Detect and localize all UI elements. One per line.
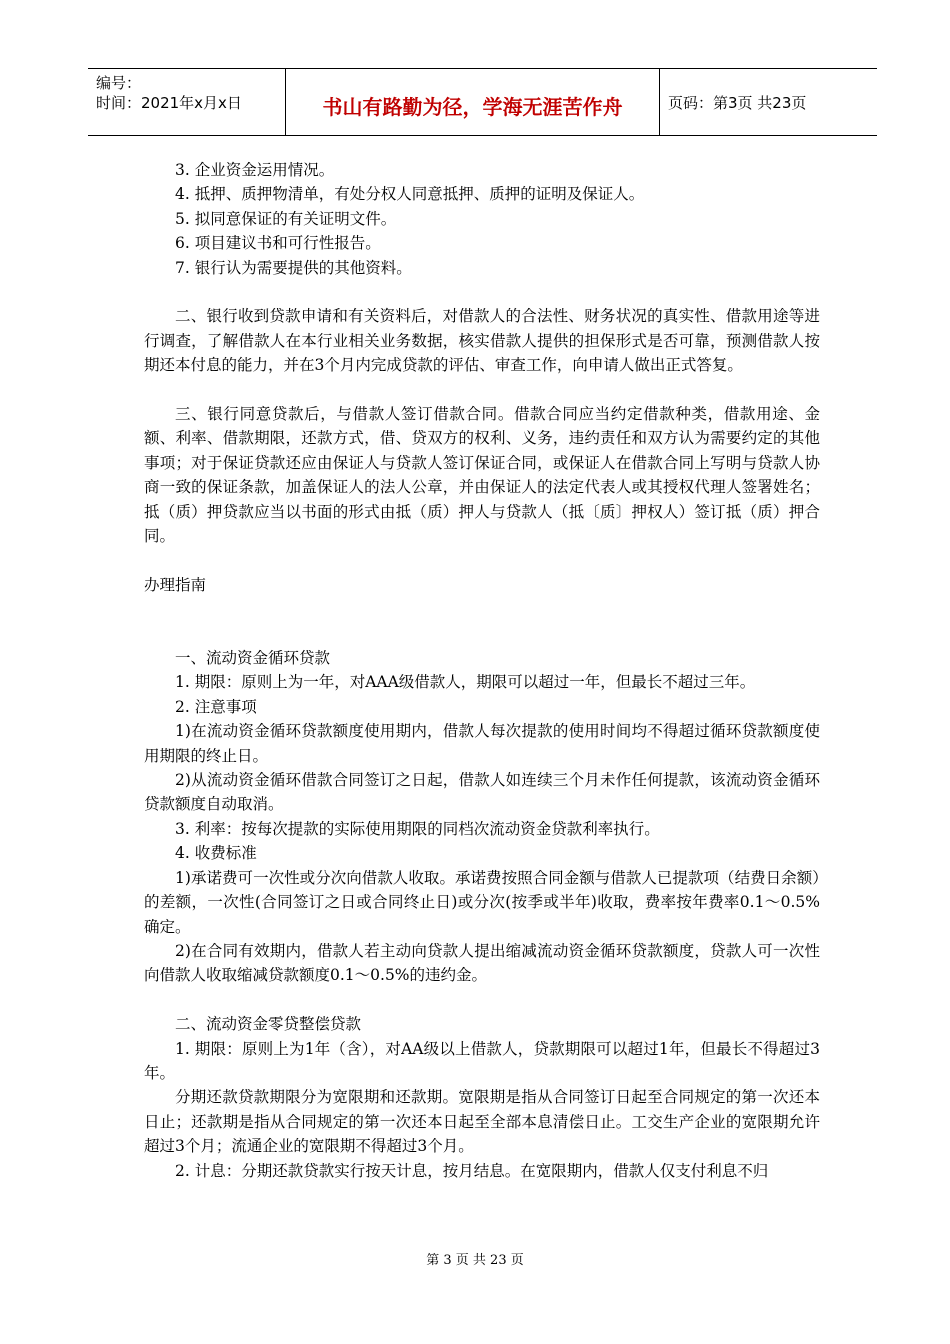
body-paragraph: 2. 计息：分期还款贷款实行按天计息，按月结息。在宽限期内，借款人仅支付利息不归 <box>175 1161 769 1180</box>
body-paragraph: 2)在合同有效期内，借款人若主动向贷款人提出缩减流动资金循环贷款额度，贷款人可一次性向借款人收取缩减贷款额度0.1～0.5%的违约金。 <box>144 941 820 985</box>
body-paragraph: 1)承诺费可一次性或分次向借款人收取。承诺费按照合同金额与借款人已提款项（结费日余额）的差额，一次性(合同签订之日或合同终止日)或分次(按季或半年)收取，费率按年费率0.1～0.5%确定。 <box>144 868 820 936</box>
document-body <box>144 158 820 1183</box>
section-heading: 办理指南 <box>144 575 207 594</box>
paragraph-gap <box>144 622 820 646</box>
body-paragraph: 2. 注意事项 <box>175 697 257 716</box>
page-code: 页码：第3页 共23页 <box>668 94 807 112</box>
paragraph-gap <box>144 548 820 572</box>
page-footer: 第 3 页 共 23 页 <box>426 1253 524 1268</box>
body-paragraph: 分期还款贷款期限分为宽限期和还款期。宽限期是指从合同签订日起至合同规定的第一次还本日止；还款期是指从合同规定的第一次还本日起至全部本息清偿日止。工交生产企业的宽限期允许超过3个月；流通企业的宽限期不得超过3个月。 <box>144 1088 820 1156</box>
body-paragraph: 3. 利率：按每次提款的实际使用期限的同档次流动资金贷款利率执行。 <box>175 819 660 838</box>
body-paragraph: 1. 期限：原则上为一年，对AAA级借款人，期限可以超过一年，但最长不超过三年。 <box>175 673 756 692</box>
header-page-cell <box>660 69 877 135</box>
body-paragraph: 2)从流动资金循环借款合同签订之日起，借款人如连续三个月未作任何提款，该流动资金循环贷款额度自动取消。 <box>144 771 820 814</box>
document-header <box>88 68 877 136</box>
body-paragraph: 4. 抵押、质押物清单，有处分权人同意抵押、质押的证明及保证人。 <box>175 185 645 204</box>
paragraph-gap <box>144 597 820 621</box>
body-paragraph: 二、银行收到贷款申请和有关资料后，对借款人的合法性、财务状况的真实性、借款用途等进行调查，了解借款人在本行业相关业务数据，核实借款人提供的担保形式是否可靠，预测借款人按期还本付息的能力，并在3个月内完成贷款的评估、审查工作，向申请人做出正式答复。 <box>144 307 820 375</box>
document-number-label: 编号： <box>96 74 142 92</box>
body-paragraph: 5. 拟同意保证的有关证明文件。 <box>175 209 397 228</box>
header-meta-cell <box>88 69 286 135</box>
body-paragraph: 一、流动资金循环贷款 <box>175 649 331 668</box>
header-motto: 书山有路勤为径，学海无涯苦作舟 <box>322 95 623 119</box>
body-paragraph: 4. 收费标准 <box>175 844 257 863</box>
header-motto-cell <box>286 69 660 135</box>
body-paragraph: 6. 项目建议书和可行性报告。 <box>175 234 381 253</box>
body-paragraph: 1. 期限：原则上为1年（含），对AA级以上借款人，贷款期限可以超过1年，但最长不得超过3年。 <box>144 1039 820 1082</box>
body-paragraph: 三、银行同意贷款后，与借款人签订借款合同。借款合同应当约定借款种类，借款用途、金额、利率、借款期限，还款方式，借、贷双方的权利、义务，违约责任和双方认为需要约定的其他事项；对于保证贷款还应由保证人与贷款人签订保证合同，或保证人在借款合同上写明与贷款人协商一致的保证条款，加盖保证人的法人公章，并由保证人的法定代表人或其授权代理人签署姓名；抵（质）押贷款应当以书面的形式由抵（质）押人与贷款人（抵〔质〕押权人）签订抵（质）押合同。 <box>144 405 820 546</box>
body-paragraph: 二、流动资金零贷整偿贷款 <box>175 1015 362 1034</box>
body-paragraph: 3. 企业资金运用情况。 <box>175 161 335 179</box>
paragraph-gap <box>144 378 820 402</box>
document-date: 时间：2021年x月x日 <box>96 94 242 112</box>
body-paragraph: 7. 银行认为需要提供的其他资料。 <box>175 258 412 277</box>
body-paragraph: 1)在流动资金循环贷款额度使用期内，借款人每次提款的使用时间均不得超过循环贷款额度使用期限的终止日。 <box>144 722 820 765</box>
paragraph-gap <box>144 280 820 304</box>
paragraph-gap <box>144 988 820 1012</box>
